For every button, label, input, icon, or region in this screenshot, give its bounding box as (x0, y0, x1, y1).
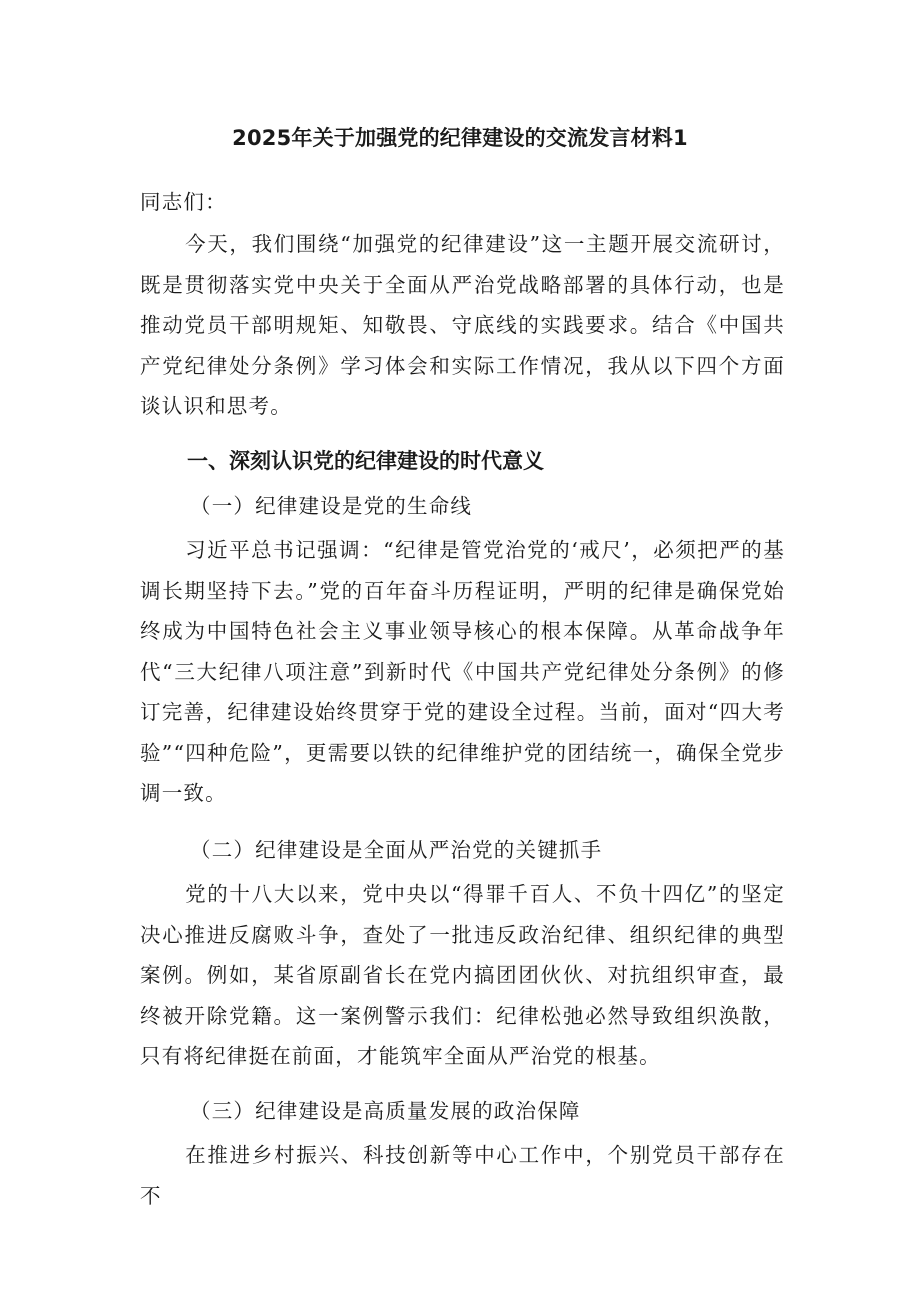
subsection-heading-2: （二）纪律建设是全面从严治党的关键抓手 (190, 838, 603, 862)
subsection-heading-1: （一）纪律建设是党的生命线 (190, 494, 473, 518)
document-title: 2025年关于加强党的纪律建设的交流发言材料1 (232, 126, 688, 150)
intro-paragraph: 今天，我们围绕“加强党的纪律建设”这一主题开展交流研讨，既是贯彻落实党中央关于全面从严治党战略部署的具体行动，也是推动党员干部明规矩、知敬畏、守底线的实践要求。结合《中国共产党纪律处分条例》学习体会和实际工作情况，我从以下四个方面谈认识和思考。 (140, 232, 785, 418)
subsection-paragraph-1: 习近平总书记强调：“纪律是管党治党的‘戒尺’，必须把严的基调长期坚持下去。”党的百年奋斗历程证明，严明的纪律是确保党始终成为中国特色社会主义事业领导核心的根本保障。从革命战争年代“三大纪律八项注意”到新时代《中国共产党纪律处分条例》的修订完善，纪律建设始终贯穿于党的建设全过程。当前，面对“四大考验”“四种危险”，更需要以铁的纪律维护党的团结统一，确保全党步调一致。 (140, 538, 785, 805)
subsection-paragraph-2: 党的十八大以来，党中央以“得罪千百人、不负十四亿”的坚定决心推进反腐败斗争，查处了一批违反政治纪律、组织纪律的典型案例。例如，某省原副省长在党内搞团团伙伙、对抗组织审查，最终被开除党籍。这一案例警示我们：纪律松弛必然导致组织涣散，只有将纪律挺在前面，才能筑牢全面从严治党的根基。 (140, 882, 785, 1068)
subsection-heading-3: （三）纪律建设是高质量发展的政治保障 (190, 1099, 581, 1123)
section-heading-1: 一、深刻认识党的纪律建设的时代意义 (187, 449, 544, 473)
greeting: 同志们： (140, 190, 227, 214)
subsection-paragraph-3: 在推进乡村振兴、科技创新等中心工作中，个别党员干部存在不 (140, 1143, 785, 1208)
